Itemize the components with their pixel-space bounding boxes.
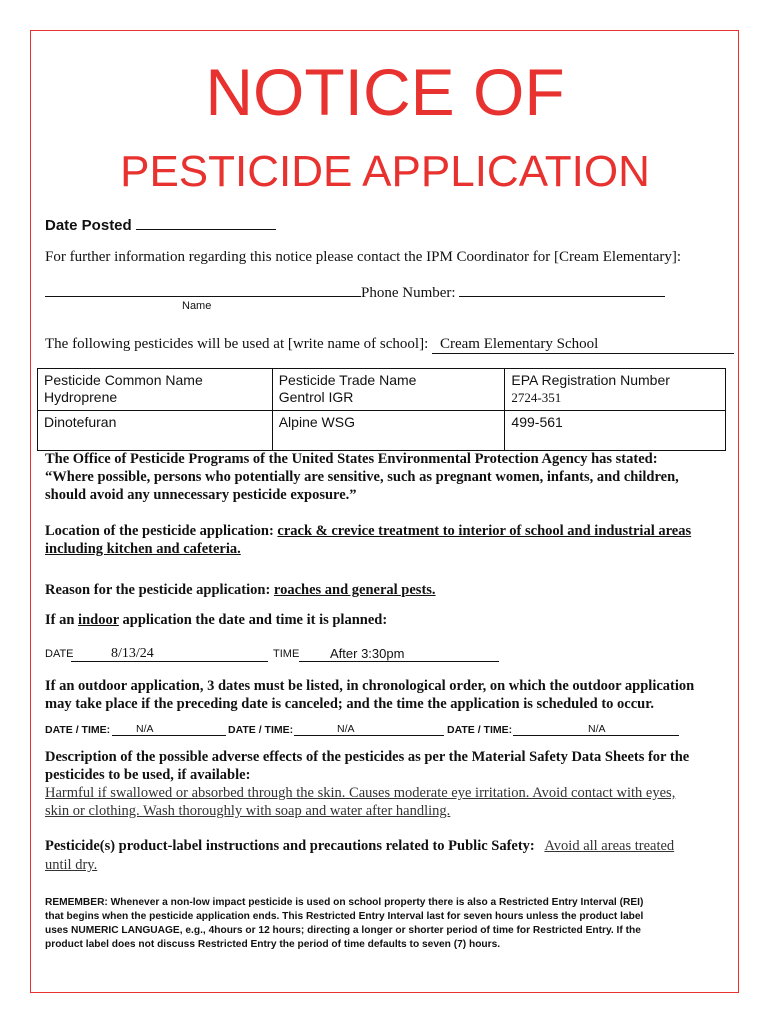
indoor-suffix: application the date and time it is planned: — [122, 612, 388, 628]
indoor-heading — [45, 612, 387, 629]
adverse-value-cont[interactable]: skin or clothing. Wash thoroughly with soap and water after handling. — [45, 803, 451, 819]
location-label: Location of the pesticide application: — [45, 523, 274, 539]
location-value-cont[interactable]: including kitchen and cafeteria. — [45, 541, 241, 557]
cell-trade-name: Gentrol IGR — [278, 389, 354, 405]
cell-epa-number: 499-561 — [505, 411, 726, 451]
remember-line: that begins when the pesticide application ends. This Restricted Entry Interval last for seven hours unless the product label — [45, 911, 644, 922]
cell-trade-name: Alpine WSG — [272, 411, 505, 451]
label-instructions-label: Pesticide(s) product-label instructions and precautions related to Public Safety: — [45, 838, 535, 854]
outdoor-dt-value-3: N/A — [588, 723, 606, 735]
reason-label: Reason for the pesticide application: — [45, 582, 271, 598]
column-header-epa-number: EPA Registration Number — [511, 372, 670, 388]
outdoor-line: may take place if the preceding date is canceled; and the time the application is scheduled to occur. — [45, 696, 654, 712]
adverse-heading: Description of the possible adverse effects of the pesticides as per the Material Safety Data Sheets for the — [45, 749, 690, 765]
contact-row — [45, 285, 665, 302]
outdoor-dt-field-3[interactable] — [513, 722, 679, 736]
location-row — [45, 523, 691, 540]
table-cell — [38, 369, 273, 411]
outdoor-dt-field-1[interactable] — [112, 722, 226, 736]
column-header-common-name: Pesticide Common Name — [44, 372, 203, 388]
column-header-trade-name: Pesticide Trade Name — [278, 372, 417, 388]
epa-statement-line: “Where possible, persons who potentially are sensitive, such as pregnant women, infants, and children, — [45, 469, 679, 485]
reason-value[interactable]: roaches and general pests. — [273, 582, 436, 598]
epa-statement-line: The Office of Pesticide Programs of the United States Environmental Protection Agency has stated: — [45, 451, 658, 467]
outdoor-dt-label-2: DATE / TIME: — [228, 724, 294, 736]
outdoor-dt-field-2[interactable] — [294, 722, 444, 736]
date-posted-row — [45, 217, 276, 234]
title-notice-of: NOTICE OF — [205, 55, 565, 129]
cell-common-name: Hydroprene — [44, 389, 118, 405]
date-posted-field[interactable] — [136, 229, 276, 230]
school-row — [45, 336, 734, 354]
remember-line: REMEMBER: Whenever a non-low impact pesticide is used on school property there is also a Restricted Entry Interval (REI) — [45, 897, 644, 908]
adverse-value[interactable]: Harmful if swallowed or absorbed through the skin. Causes moderate eye irritation. Avoid contact with eyes, — [45, 785, 676, 801]
outdoor-dt-value-2: N/A — [337, 723, 355, 735]
outdoor-dt-value-1: N/A — [136, 723, 154, 735]
label-instructions-value-cont[interactable]: until dry. — [45, 857, 98, 873]
outdoor-dt-label-3: DATE / TIME: — [447, 724, 513, 736]
indoor-date-field[interactable] — [71, 646, 268, 662]
indoor-time-label: TIME — [273, 648, 300, 660]
table-cell — [505, 369, 726, 411]
indoor-prefix: If an — [45, 612, 75, 628]
remember-line: product label does not discuss Restricted Entry the period of time defaults to seven (7) hours. — [45, 939, 501, 950]
outdoor-line: If an outdoor application, 3 dates must be listed, in chronological order, on which the outdoor application — [45, 678, 695, 694]
table-row — [38, 369, 726, 411]
remember-line: uses NUMERIC LANGUAGE, e.g., 4hours or 12 hours; directing a longer or shorter period of time for Restricted Entry. If the — [45, 925, 641, 936]
indoor-date-value: 8/13/24 — [111, 646, 154, 661]
table-cell — [272, 369, 505, 411]
label-instructions-value[interactable]: Avoid all areas treated — [544, 838, 675, 854]
phone-label: Phone Number: — [361, 285, 456, 301]
table-row — [38, 411, 726, 451]
school-name-field[interactable]: Cream Elementary School — [432, 336, 734, 354]
outdoor-dt-label-1: DATE / TIME: — [45, 724, 111, 736]
title-pesticide-application: PESTICIDE APPLICATION — [120, 147, 650, 196]
school-prompt: The following pesticides will be used at [write name of school]: — [45, 336, 429, 352]
pesticide-table — [37, 368, 726, 451]
indoor-word: indoor — [78, 612, 119, 628]
date-posted-label: Date Posted — [45, 217, 132, 234]
indoor-time-field[interactable] — [299, 646, 499, 662]
cell-common-name: Dinotefuran — [38, 411, 273, 451]
indoor-date-label: DATE — [45, 648, 74, 660]
location-value[interactable]: crack & crevice treatment to interior of school and industrial areas — [277, 523, 692, 539]
indoor-time-value: After 3:30pm — [330, 646, 405, 661]
phone-number-field[interactable] — [459, 296, 665, 297]
cell-epa-number: 2724-351 — [511, 390, 562, 405]
name-caption: Name — [182, 300, 212, 312]
epa-statement-line: should avoid any unnecessary pesticide exposure.” — [45, 487, 357, 503]
label-instructions-row — [45, 838, 674, 855]
adverse-heading-cont: pesticides to be used, if available: — [45, 767, 251, 783]
contact-intro: For further information regarding this notice please contact the IPM Coordinator for [Cream Elementary]: — [45, 249, 682, 265]
reason-row — [45, 582, 436, 599]
coordinator-name-field[interactable] — [45, 296, 361, 297]
